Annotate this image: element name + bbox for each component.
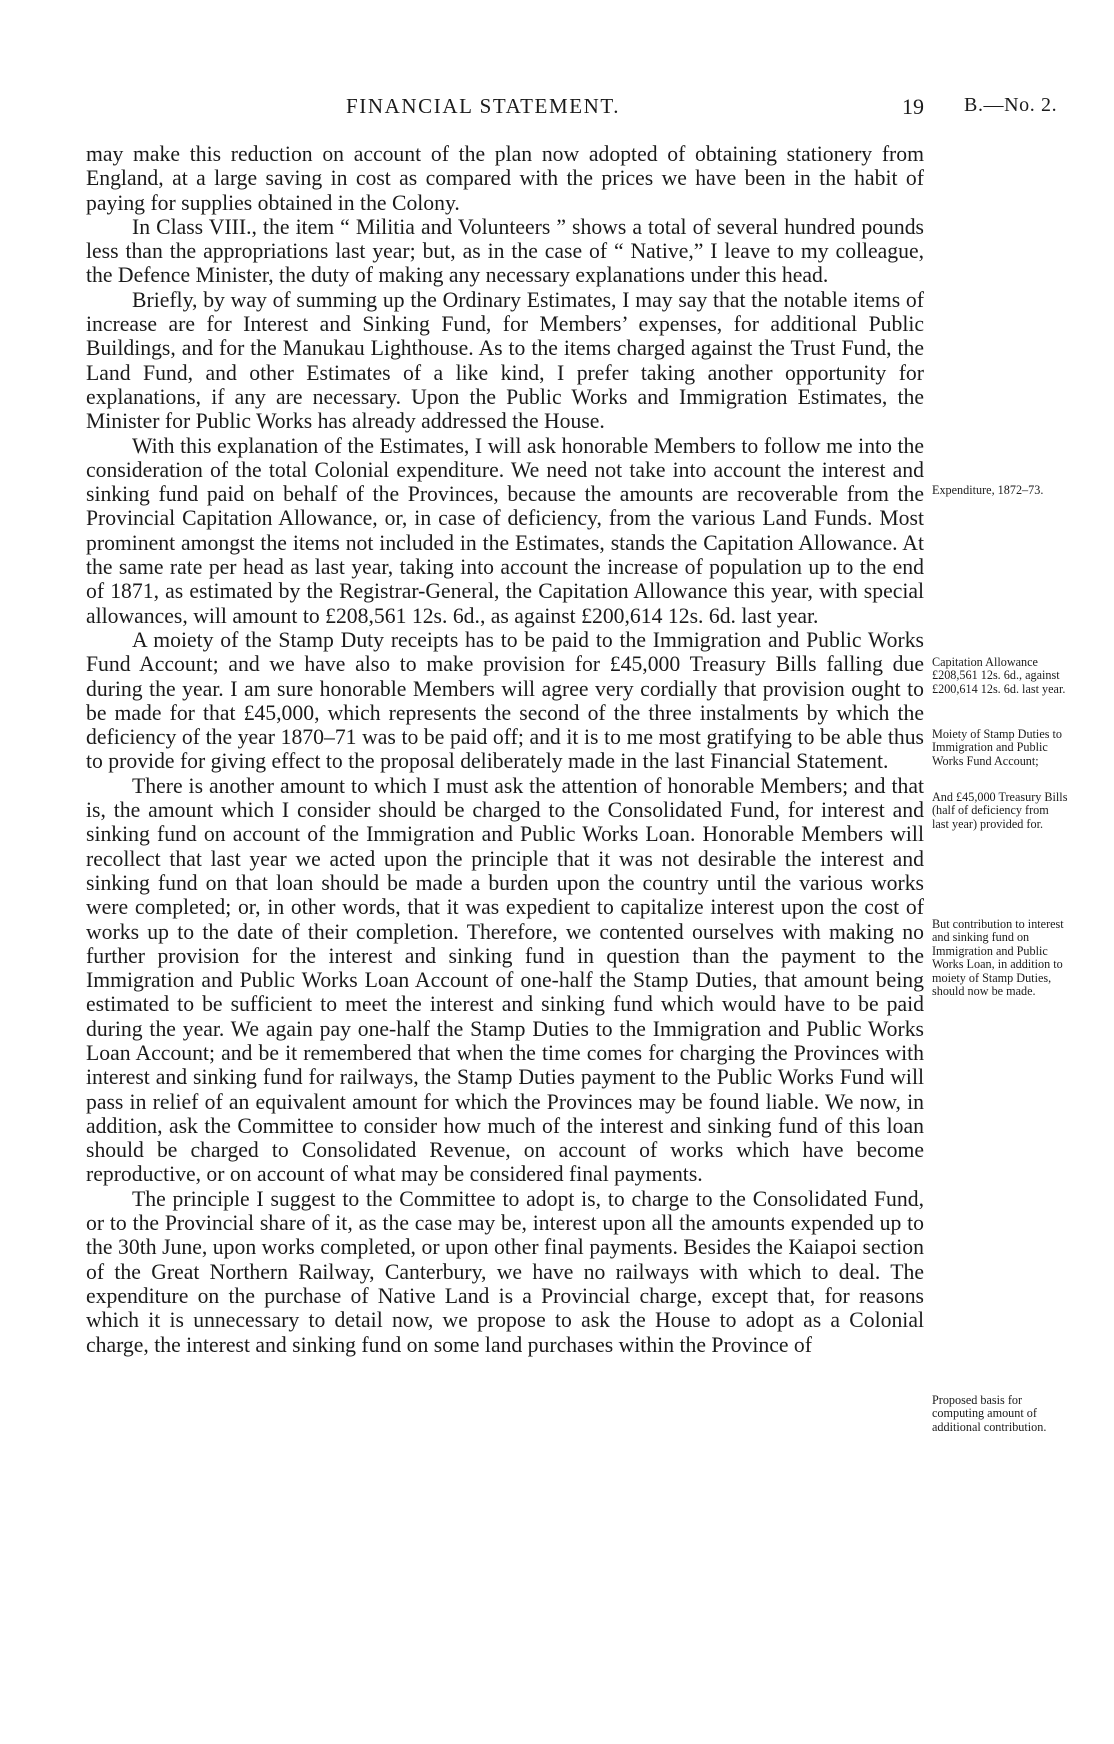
paragraph-stamp-duty-treasury-bills: A moiety of the Stamp Duty receipts has to be paid to the Immigration and Public Works Fund Account; and we have also to make provision for £45,000 Treasury Bills falling due during the year. I am sure honorable Members will agree very cordially that provision ought to be made for that £45,000, which represents the second of the three instalments by which the deficiency of the year 1870–71 was to be paid off; and it is to me most gratifying to be able thus to provide for giving effect to the proposal deliberately made in the last Financial Statement.	[86, 627, 924, 774]
page-number: 19	[902, 94, 924, 119]
paragraph-colonial-expenditure: With this explanation of the Estimates, I will ask honorable Members to follow me into the consideration of the total Colonial expenditure. We need not take into account the interest and sinking fund paid on behalf of the Provinces, because the amounts are recoverable from the Provincial Capitation Allowance, or, in case of deficiency, from the various Land Funds. Most prominent amongst the items not included in the Estimates, stands the Capitation Allowance. At the same rate per head as last year, taking into account the increase of population up to the end of 1871, as estimated by the Registrar-General, the Capitation Allowance this year, with special allowances, will amount to £208,561 12s. 6d., as against £200,614 12s. 6d. last year.	[86, 433, 924, 628]
running-title: FINANCIAL STATEMENT.	[346, 94, 621, 118]
sidenote-stamp-duties-moiety: Moiety of Stamp Duties to Immigration and Public Works Fund Account;	[932, 727, 1062, 768]
paper-reference: B.—No. 2.	[964, 94, 1058, 116]
sidenote-proposed-basis: Proposed basis for computing amount of additional contribution.	[932, 1393, 1047, 1434]
paragraph-ordinary-estimates-summary: Briefly, by way of summing up the Ordinary Estimates, I may say that the notable items of increase are for Interest and Sinking Fund, for Members’ expenses, for additional Public Buildings, and for the Manukau Lighthouse. As to the items charged against the Trust Fund, the Land Fund, and other Estimates of a like kind, I prefer taking another opportunity for explanations, if any are necessary. Upon the Public Works and Immigration Estimates, the Minister for Public Works has already addressed the House.	[86, 287, 924, 434]
page-header	[0, 94, 1114, 124]
paragraph-proposed-principle: The principle I suggest to the Committee to adopt is, to charge to the Consolidated Fund, or to the Provincial share of it, as the case may be, interest upon all the amounts expended up to the 30th June, upon works completed, or upon other final payments. Besides the Kaiapoi section of the Great Northern Railway, Canterbury, we have no railways with which to deal. The expenditure on the purchase of Native Land is a Provincial charge, except that, for reasons which it is unnecessary to detail now, we propose to ask the House to adopt as a Colonial charge, the interest and sinking fund on some land purchases within the Province of	[86, 1186, 924, 1357]
body-text	[86, 142, 924, 1357]
sidenote-capitation-allowance: Capitation Allowance £208,561 12s. 6d., against £200,614 12s. 6d. last year.	[932, 655, 1066, 696]
sidenote-treasury-bills: And £45,000 Treasury Bills (half of deficiency from last year) provided for.	[932, 790, 1068, 831]
sidenote-expenditure: Expenditure, 1872–73.	[932, 483, 1044, 497]
paragraph-militia-volunteers: In Class VIII., the item “ Militia and Volunteers ” shows a total of several hundred pounds less than the appropriations last year; but, as in the case of “ Native,” I leave to my colleague, the Defence Minister, the duty of making any necessary explanations under this head.	[86, 214, 924, 288]
sidenote-loan-contribution: But contribution to interest and sinking fund on Immigration and Public Works Loan, in addition to moiety of Stamp Duties, should now be made.	[932, 917, 1064, 999]
paragraph-continued: may make this reduction on account of the plan now adopted of obtaining stationery from England, at a large saving in cost as compared with the prices we have been in the habit of paying for supplies obtained in the Colony.	[86, 142, 924, 215]
paragraph-loan-interest-sinking-fund: There is another amount to which I must ask the attention of honorable Members; and that is, the amount which I consider should be charged to the Consolidated Fund, for interest and sinking fund on account of the Immigration and Public Works Loan. Honorable Members will recollect that last year we acted upon the principle that it was not desirable the interest and sinking fund on that loan should be made a burden upon the country until the various works were completed; or, in other words, that it was expedient to capitalize interest upon the cost of works up to the date of their completion. Therefore, we contented ourselves with making no further provision for the interest and sinking fund in question than the payment to the Immigration and Public Works Loan Account of one-half the Stamp Duties, that amount being estimated to be sufficient to meet the interest and sinking fund which would have to be paid during the year. We again pay one-half the Stamp Duties to the Immigration and Public Works Loan Account; and be it remembered that when the time comes for charging the Provinces with interest and sinking fund for railways, the Stamp Duties payment to the Public Works Fund will pass in relief of an equivalent amount for which the Provinces may be found liable. We now, in addition, ask the Committee to consider how much of the interest and sinking fund of this loan should be charged to Consolidated Revenue, on account of works which have become reproductive, or on account of what may be considered final payments.	[86, 773, 924, 1187]
